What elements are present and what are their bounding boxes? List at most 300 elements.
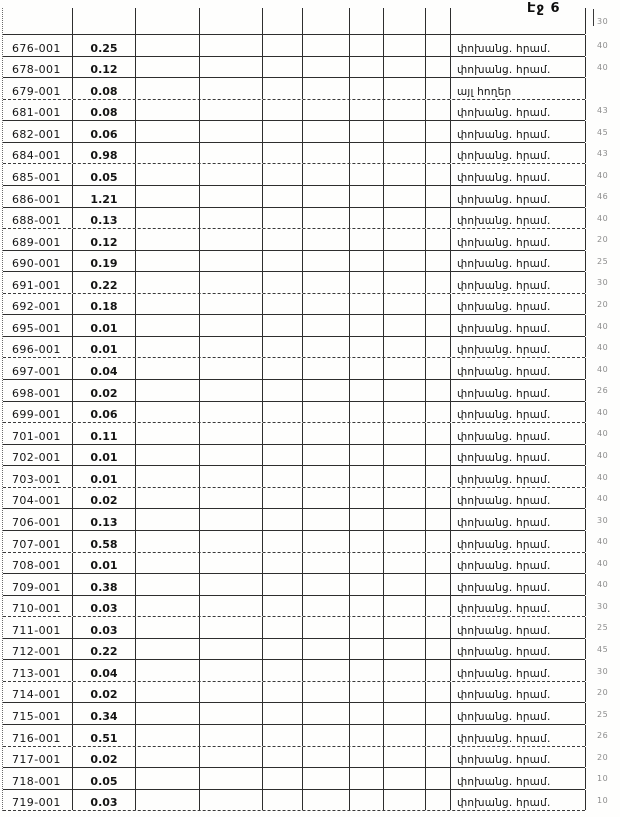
empty-cell: [350, 423, 384, 444]
empty-cell: [263, 466, 303, 487]
parcel-id-cell: 692-001: [3, 294, 73, 315]
empty-cell: [200, 445, 263, 466]
margin-number: 43: [597, 149, 609, 159]
empty-cell: [426, 488, 451, 509]
margin-number: 30: [597, 17, 609, 26]
basis-note-cell: փոխանց. հրամ.: [451, 509, 586, 530]
empty-cell: [426, 574, 451, 595]
area-value-cell: 0.19: [73, 251, 136, 272]
empty-cell: [200, 596, 263, 617]
empty-cell: [426, 747, 451, 768]
area-value-cell: 0.03: [73, 790, 136, 811]
area-value-cell: 0.34: [73, 703, 136, 724]
empty-cell: [426, 703, 451, 724]
empty-cell: [303, 337, 350, 358]
empty-cell: [136, 768, 200, 789]
area-value-cell: 0.08: [73, 78, 136, 99]
basis-note-cell: փոխանց. հրամ.: [451, 682, 586, 703]
empty-cell: [136, 358, 200, 379]
margin-number: 26: [597, 731, 609, 741]
empty-cell: [426, 531, 451, 552]
empty-cell: [200, 57, 263, 78]
parcel-id-cell: 695-001: [3, 315, 73, 336]
margin-number: 40: [597, 558, 609, 568]
parcel-id-cell: 701-001: [3, 423, 73, 444]
parcel-id-cell: 713-001: [3, 660, 73, 681]
empty-cell: [384, 164, 426, 185]
basis-note-cell: այլ հողեր: [451, 78, 586, 99]
empty-cell: [426, 790, 451, 811]
empty-cell: [136, 337, 200, 358]
land-parcel-table: [2, 8, 585, 811]
margin-number: 30: [597, 666, 609, 676]
basis-note-cell: փոխանց. հրամ.: [451, 100, 586, 121]
empty-cell: [200, 272, 263, 293]
margin-number: 40: [597, 343, 609, 353]
area-value-cell: 0.38: [73, 574, 136, 595]
empty-cell: [350, 596, 384, 617]
empty-cell: [263, 57, 303, 78]
basis-note-cell: փոխանց. հրամ.: [451, 553, 586, 574]
empty-cell: [263, 337, 303, 358]
empty-cell: [350, 553, 384, 574]
empty-cell: [350, 164, 384, 185]
parcel-id-cell: 685-001: [3, 164, 73, 185]
parcel-id-cell: 699-001: [3, 402, 73, 423]
area-value-cell: 0.22: [73, 272, 136, 293]
empty-cell: [426, 445, 451, 466]
empty-cell: [200, 747, 263, 768]
empty-cell: [303, 574, 350, 595]
margin-number: 20: [597, 300, 609, 310]
empty-cell: [350, 78, 384, 99]
margin-number: 20: [597, 235, 609, 245]
parcel-id-cell: 679-001: [3, 78, 73, 99]
empty-cell: [263, 682, 303, 703]
area-value-cell: 0.06: [73, 402, 136, 423]
empty-cell: [426, 315, 451, 336]
basis-note-cell: փոխանց. հրամ.: [451, 337, 586, 358]
table-row: [3, 682, 585, 704]
table-row: [3, 143, 585, 165]
empty-cell: [200, 380, 263, 401]
empty-cell: [303, 445, 350, 466]
margin-number: 26: [597, 386, 609, 396]
empty-cell: [350, 294, 384, 315]
parcel-id-cell: 676-001: [3, 35, 73, 56]
table-row: [3, 423, 585, 445]
empty-cell: [426, 100, 451, 121]
basis-note-cell: փոխանց. հրամ.: [451, 639, 586, 660]
parcel-id-cell: 707-001: [3, 531, 73, 552]
empty-cell: [350, 380, 384, 401]
table-row: [3, 466, 585, 488]
empty-cell: [263, 596, 303, 617]
area-value-cell: 0.01: [73, 466, 136, 487]
empty-cell: [426, 402, 451, 423]
empty-cell: [200, 315, 263, 336]
area-value-cell: 1.21: [73, 186, 136, 207]
margin-number: 40: [597, 170, 609, 180]
empty-cell: [384, 488, 426, 509]
table-row: [3, 78, 585, 100]
empty-cell: [303, 100, 350, 121]
empty-cell: [200, 208, 263, 229]
empty-cell: [136, 488, 200, 509]
margin-number: 30: [597, 515, 609, 525]
empty-cell: [263, 380, 303, 401]
basis-note-cell: փոխանց. հրամ.: [451, 445, 586, 466]
empty-cell: [384, 315, 426, 336]
parcel-id-cell: 703-001: [3, 466, 73, 487]
empty-cell: [426, 553, 451, 574]
empty-cell: [303, 358, 350, 379]
empty-cell: [200, 768, 263, 789]
area-value-cell: 0.03: [73, 596, 136, 617]
empty-cell: [303, 164, 350, 185]
empty-cell: [426, 639, 451, 660]
empty-cell: [384, 703, 426, 724]
area-value-cell: 0.51: [73, 725, 136, 746]
empty-cell: [200, 229, 263, 250]
empty-cell: [263, 725, 303, 746]
empty-cell: [350, 57, 384, 78]
area-value-cell: 0.04: [73, 660, 136, 681]
empty-cell: [136, 100, 200, 121]
empty-cell: [136, 617, 200, 638]
area-value-cell: 0.13: [73, 509, 136, 530]
parcel-id-cell: 711-001: [3, 617, 73, 638]
empty-cell: [200, 402, 263, 423]
parcel-id-cell: 709-001: [3, 574, 73, 595]
empty-cell: [303, 466, 350, 487]
empty-cell: [350, 725, 384, 746]
table-row: [3, 488, 585, 510]
empty-cell: [350, 445, 384, 466]
empty-cell: [426, 466, 451, 487]
empty-cell: [303, 790, 350, 811]
empty-cell: [384, 8, 426, 34]
table-row: [3, 703, 585, 725]
table-row: [3, 294, 585, 316]
empty-cell: [200, 337, 263, 358]
empty-cell: [200, 703, 263, 724]
empty-cell: [384, 229, 426, 250]
empty-cell: [350, 121, 384, 142]
empty-cell: [384, 100, 426, 121]
parcel-id-cell: 689-001: [3, 229, 73, 250]
empty-cell: [136, 229, 200, 250]
empty-cell: [350, 8, 384, 34]
table-row: [3, 445, 585, 467]
table-row: [3, 35, 585, 57]
empty-cell: [136, 272, 200, 293]
margin-number: 40: [597, 450, 609, 460]
empty-cell: [426, 596, 451, 617]
empty-cell: [384, 294, 426, 315]
margin-number: 30: [597, 278, 609, 288]
empty-cell: [303, 488, 350, 509]
empty-cell: [136, 251, 200, 272]
table-row: [3, 596, 585, 618]
empty-cell: [426, 358, 451, 379]
empty-cell: [136, 294, 200, 315]
area-value-cell: 0.01: [73, 315, 136, 336]
empty-cell: [200, 143, 263, 164]
empty-cell: [384, 121, 426, 142]
area-value-cell: 0.13: [73, 208, 136, 229]
parcel-id-cell: 719-001: [3, 790, 73, 811]
table-row: [3, 315, 585, 337]
empty-cell: [350, 531, 384, 552]
parcel-id-cell: 697-001: [3, 358, 73, 379]
parcel-id-cell: 690-001: [3, 251, 73, 272]
empty-cell: [136, 790, 200, 811]
margin-number: 25: [597, 623, 609, 633]
empty-cell: [350, 574, 384, 595]
empty-cell: [200, 358, 263, 379]
area-value-cell: 0.06: [73, 121, 136, 142]
empty-cell: [384, 509, 426, 530]
empty-cell: [263, 488, 303, 509]
empty-cell: [384, 553, 426, 574]
margin-number: 40: [597, 62, 609, 72]
empty-cell: [350, 315, 384, 336]
empty-cell: [303, 617, 350, 638]
area-value-cell: 0.01: [73, 337, 136, 358]
empty-cell: [350, 229, 384, 250]
parcel-id-cell: 681-001: [3, 100, 73, 121]
margin-number: 40: [597, 537, 609, 547]
parcel-id-cell: 704-001: [3, 488, 73, 509]
basis-note-cell: փոխանց. հրամ.: [451, 251, 586, 272]
empty-cell: [350, 358, 384, 379]
empty-cell: [384, 208, 426, 229]
empty-cell: [200, 78, 263, 99]
table-row: [3, 380, 585, 402]
basis-note-cell: փոխանց. հրամ.: [451, 358, 586, 379]
empty-cell: [384, 768, 426, 789]
table-row: [3, 790, 585, 812]
empty-cell: [303, 121, 350, 142]
empty-cell: [384, 35, 426, 56]
empty-cell: [384, 358, 426, 379]
empty-cell: [426, 660, 451, 681]
margin-number: 45: [597, 127, 609, 137]
empty-cell: [426, 143, 451, 164]
empty-cell: [384, 78, 426, 99]
empty-cell: [350, 35, 384, 56]
empty-cell: [303, 78, 350, 99]
empty-cell: [200, 574, 263, 595]
empty-cell: [263, 660, 303, 681]
page-number-label: Էջ 6: [527, 1, 561, 16]
parcel-id-cell: 702-001: [3, 445, 73, 466]
empty-cell: [426, 380, 451, 401]
basis-note-cell: փոխանց. հրամ.: [451, 294, 586, 315]
empty-cell: [200, 617, 263, 638]
area-value-cell: 0.01: [73, 553, 136, 574]
margin-number: 20: [597, 688, 609, 698]
parcel-id-cell: 698-001: [3, 380, 73, 401]
basis-note-cell: փոխանց. հրամ.: [451, 35, 586, 56]
margin-number: 46: [597, 192, 609, 202]
empty-cell: [426, 78, 451, 99]
empty-cell: [426, 8, 451, 34]
area-value-cell: 0.25: [73, 35, 136, 56]
basis-note-cell: փոխանց. հրամ.: [451, 208, 586, 229]
empty-cell: [303, 553, 350, 574]
empty-cell: [426, 423, 451, 444]
basis-note-cell: փոխանց. հրամ.: [451, 229, 586, 250]
area-value-cell: 0.18: [73, 294, 136, 315]
table-row: [3, 574, 585, 596]
empty-cell: [303, 660, 350, 681]
empty-cell: [263, 703, 303, 724]
empty-cell: [136, 57, 200, 78]
parcel-id-cell: 686-001: [3, 186, 73, 207]
empty-cell: [136, 143, 200, 164]
empty-cell: [263, 509, 303, 530]
empty-cell: [263, 768, 303, 789]
margin-number: 25: [597, 709, 609, 719]
empty-cell: [200, 8, 263, 34]
empty-cell: [350, 143, 384, 164]
table-row: [3, 229, 585, 251]
empty-cell: [384, 574, 426, 595]
empty-cell: [303, 229, 350, 250]
empty-cell: [303, 639, 350, 660]
empty-cell: [426, 251, 451, 272]
empty-cell: [350, 660, 384, 681]
table-row: [3, 747, 585, 769]
basis-note-cell: փոխանց. հրամ.: [451, 315, 586, 336]
area-value-cell: 0.03: [73, 617, 136, 638]
empty-cell: [136, 596, 200, 617]
basis-note-cell: փոխանց. հրամ.: [451, 596, 586, 617]
empty-cell: [263, 790, 303, 811]
empty-cell: [426, 337, 451, 358]
margin-number: 40: [597, 494, 609, 504]
empty-cell: [350, 617, 384, 638]
empty-cell: [303, 747, 350, 768]
empty-cell: [426, 682, 451, 703]
empty-cell: [200, 660, 263, 681]
empty-cell: [136, 574, 200, 595]
empty-cell: [263, 445, 303, 466]
empty-cell: [136, 747, 200, 768]
empty-cell: [303, 531, 350, 552]
empty-cell: [200, 488, 263, 509]
basis-note-cell: փոխանց. հրամ.: [451, 617, 586, 638]
empty-cell: [263, 251, 303, 272]
empty-cell: [263, 8, 303, 34]
empty-cell: [200, 725, 263, 746]
empty-cell: [200, 294, 263, 315]
table-row: [3, 725, 585, 747]
empty-cell: [303, 186, 350, 207]
basis-note-cell: փոխանց. հրամ.: [451, 747, 586, 768]
empty-cell: [426, 768, 451, 789]
empty-cell: [303, 208, 350, 229]
empty-cell: [303, 143, 350, 164]
empty-cell: [384, 186, 426, 207]
area-value-cell: 0.02: [73, 747, 136, 768]
empty-cell: [384, 725, 426, 746]
table-row: [3, 251, 585, 273]
empty-cell: [136, 380, 200, 401]
area-value-cell: 0.08: [73, 100, 136, 121]
empty-cell: [426, 725, 451, 746]
empty-cell: [384, 596, 426, 617]
empty-cell: [350, 208, 384, 229]
basis-note-cell: փոխանց. հրամ.: [451, 466, 586, 487]
table-row: [3, 272, 585, 294]
table-row: [3, 402, 585, 424]
empty-cell: [200, 35, 263, 56]
area-value-cell: 0.01: [73, 445, 136, 466]
empty-cell: [263, 402, 303, 423]
empty-cell: [303, 315, 350, 336]
empty-cell: [136, 35, 200, 56]
empty-cell: [426, 121, 451, 142]
empty-cell: [263, 164, 303, 185]
margin-number: 40: [597, 364, 609, 374]
parcel-id-cell: 708-001: [3, 553, 73, 574]
empty-cell: [263, 121, 303, 142]
empty-cell: [263, 208, 303, 229]
margin-number: 40: [597, 41, 609, 51]
empty-cell: [350, 790, 384, 811]
empty-cell: [136, 466, 200, 487]
empty-cell: [303, 272, 350, 293]
basis-note-cell: փոխանց. հրամ.: [451, 186, 586, 207]
area-value-cell: 0.04: [73, 358, 136, 379]
margin-number: 40: [597, 407, 609, 417]
empty-cell: [263, 423, 303, 444]
parcel-id-cell: 718-001: [3, 768, 73, 789]
empty-cell: [136, 703, 200, 724]
empty-cell: [263, 358, 303, 379]
empty-cell: [350, 639, 384, 660]
empty-cell: [384, 337, 426, 358]
table-row: [3, 553, 585, 575]
empty-cell: [303, 402, 350, 423]
margin-number: 25: [597, 256, 609, 266]
empty-cell: [263, 272, 303, 293]
empty-cell: [350, 747, 384, 768]
empty-cell: [200, 251, 263, 272]
empty-cell: [263, 294, 303, 315]
margin-number: 20: [597, 752, 609, 762]
empty-cell: [200, 121, 263, 142]
table-row: [3, 531, 585, 553]
empty-cell: [384, 747, 426, 768]
empty-cell: [426, 164, 451, 185]
empty-cell: [263, 553, 303, 574]
margin-number: 40: [597, 429, 609, 439]
empty-cell: [350, 768, 384, 789]
area-value-cell: 0.02: [73, 488, 136, 509]
empty-cell: [350, 682, 384, 703]
empty-cell: [263, 315, 303, 336]
empty-cell: [263, 639, 303, 660]
empty-cell: [200, 553, 263, 574]
basis-note-cell: փոխանց. հրամ.: [451, 143, 586, 164]
parcel-id-cell: 717-001: [3, 747, 73, 768]
empty-cell: [350, 251, 384, 272]
table-row: [3, 186, 585, 208]
